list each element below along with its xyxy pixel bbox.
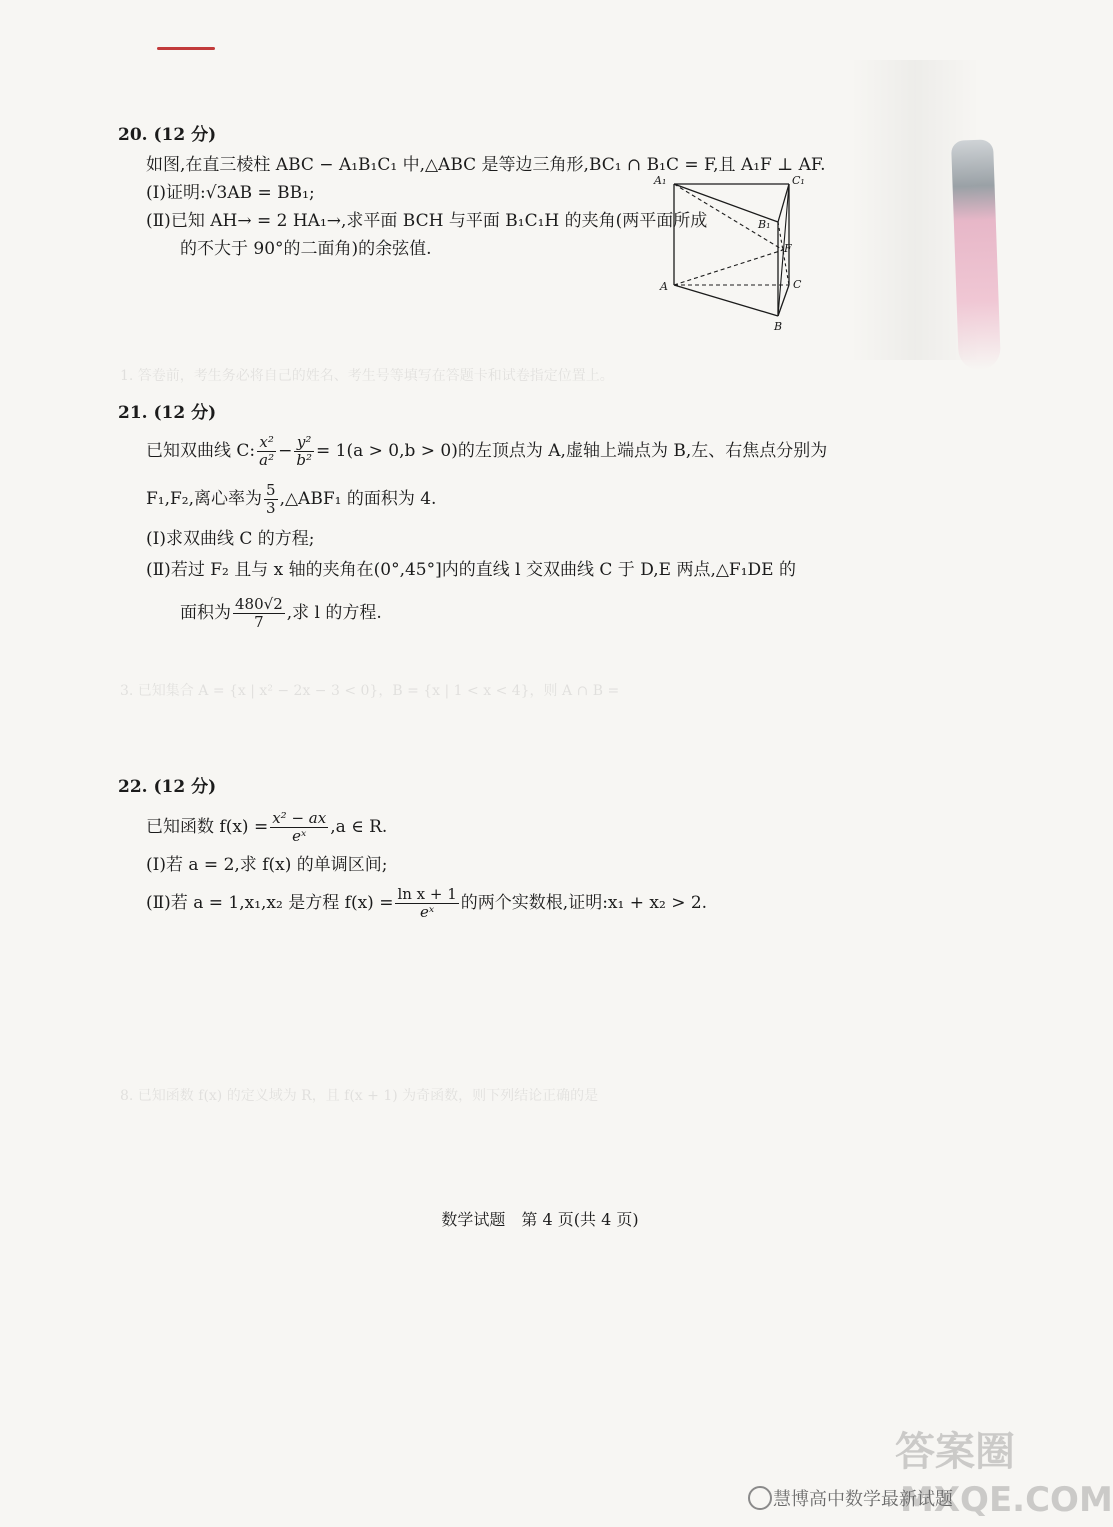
bleed-through-text: 8. 已知函数 f(x) 的定义域为 R，且 f(x + 1) 为奇函数，则下列结论正确的是 [120,1088,599,1104]
question-part-2: (Ⅱ)已知 AH→ = 2 HA₁→,求平面 BCH 与平面 B₁C₁H 的夹角(两平面所成 [146,211,708,231]
fraction-numerator: 480√2 [235,595,283,613]
question-text [118,429,827,473]
question-part-1: (Ⅰ)求双曲线 C 的方程; [146,529,315,549]
label-a1: A₁ [654,174,667,187]
fraction-numerator: x² − ax [272,809,327,827]
question-number: 20. (12 分) [118,125,217,145]
site-watermark-logo: 答案圈 [895,1429,1015,1475]
segment-af [674,250,783,285]
fraction-x2-a2 [257,434,276,469]
fraction-denominator: b² [296,451,312,469]
text-segment: F₁,F₂,离心率为 [146,489,263,509]
label-c: C [793,278,802,291]
fraction-numerator: 5 [266,481,276,499]
bleed-through-text: 3. 已知集合 A = {x | x² − 2x − 3 < 0}，B = {x | 1 < x < 4}，则 A ∩ B = [120,683,620,699]
question-text: 如图,在直三棱柱 ABC − A₁B₁C₁ 中,△ABC 是等边三角形,BC₁ ∩ B₁C = F,且 A₁F ⊥ AF. [146,155,826,175]
fraction-numerator: ln x + 1 [397,885,457,903]
account-watermark: 慧博高中数学最新试题 [773,1489,953,1510]
fraction-numerator: y² [294,434,314,452]
text-segment: 面积为 [180,603,231,623]
wechat-icon [748,1486,772,1510]
text-segment: (Ⅱ)若 a = 1,x₁,x₂ 是方程 f(x) = [146,893,394,913]
fraction-function [270,810,328,845]
fraction-equation [395,886,458,921]
text-segment: ,求 l 的方程. [286,603,382,623]
text-segment: ,△ABF₁ 的面积为 4. [279,489,437,509]
question-21 [118,398,827,639]
page-footer: 数学试题 第 4 页(共 4 页) [441,1210,639,1229]
fraction-denominator: eˣ [420,903,435,921]
fraction-numerator: x² [257,434,276,452]
text-segment: 已知函数 f(x) = [146,817,269,837]
text-segment: 的两个实数根,证明:x₁ + x₂ > 2. [460,893,708,913]
label-f: F [784,242,792,255]
label-b: B [774,320,783,333]
question-22 [118,772,707,927]
fraction-denominator: eˣ [292,827,307,845]
question-number: 21. (12 分) [118,403,217,423]
fraction-y2-b2 [294,434,314,469]
text-segment: 已知双曲线 C: [146,441,256,461]
label-b1: B₁ [758,218,771,231]
question-part-1: (Ⅰ)若 a = 2,求 f(x) 的单调区间; [146,855,388,875]
prism-figure [650,170,820,340]
text-segment: = 1(a > 0,b > 0)的左顶点为 A,虚轴上端点为 B,左、右焦点分别为 [315,441,828,461]
red-pen-mark [157,47,215,50]
question-part-2 [118,879,707,927]
label-a: A [660,280,668,293]
fraction-denominator: 3 [266,499,276,517]
question-part-2-cont [118,587,827,639]
fraction-eccentricity [264,482,278,517]
question-number: 22. (12 分) [118,777,217,797]
fraction-denominator: a² [259,451,275,469]
label-c1: C₁ [792,174,805,187]
edge-a1b1 [674,184,778,222]
text-segment: − [278,441,293,461]
segment-a1f [674,184,783,250]
site-watermark-url: MXQE.COM [900,1480,1113,1520]
question-part-1: (Ⅰ)证明:√3AB = BB₁; [146,183,315,203]
text-segment: ,a ∈ R. [330,817,388,837]
fraction-denominator: 7 [254,613,264,631]
question-part-2: (Ⅱ)若过 F₂ 且与 x 轴的夹角在(0°,45°]内的直线 l 交双曲线 C 于 D,E 两点,△F₁DE 的 [146,560,796,580]
question-text [118,803,707,851]
question-part-2-cont: 的不大于 90°的二面角)的余弦值. [180,239,432,259]
bleed-through-text: 1. 答卷前，考生务必将自己的姓名、考生号等填写在答题卡和试卷指定位置上。 [120,368,614,384]
prism-diagram [650,170,820,340]
fraction-area [233,596,285,631]
edge-ab [674,285,778,316]
pen-image [951,139,1001,370]
question-text-cont [118,473,827,525]
